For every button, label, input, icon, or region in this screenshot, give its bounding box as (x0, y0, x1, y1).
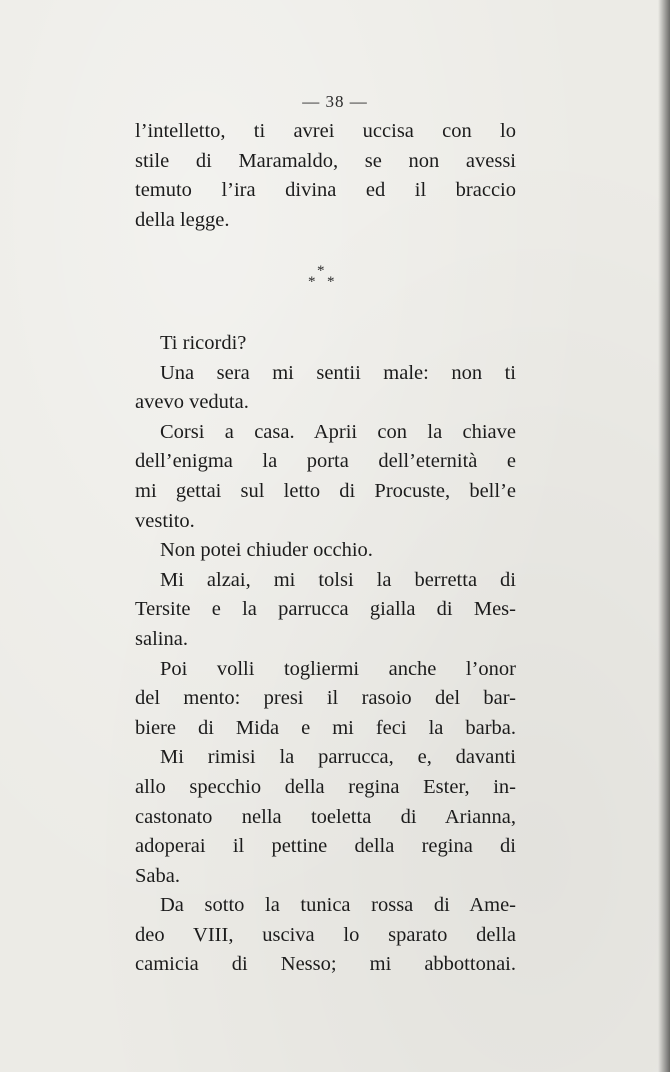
text-line: deo VIII, usciva lo sparato della (135, 923, 516, 946)
page-number: — 38 — (302, 92, 368, 111)
asterism-star: * (317, 263, 325, 279)
text-line: vestito. (135, 509, 195, 532)
text-line: Ti ricordi? (160, 332, 247, 354)
text-line: biere di Mida e mi feci la barba. (135, 716, 516, 739)
text-line: Mi alzai, mi tolsi la berretta di (160, 568, 516, 591)
text-line: l’intelletto, ti avrei uccisa con lo (135, 120, 516, 142)
text-line: Non potei chiuder occhio. (160, 539, 373, 562)
text-line: temuto l’ira divina ed il braccio (135, 179, 516, 202)
text-line: dell’enigma la porta dell’eternità e (135, 450, 516, 473)
page-edge-shadow (658, 0, 670, 1072)
text-line: della legge. (135, 208, 230, 231)
paragraph-continued (135, 117, 516, 235)
text-line: allo specchio della regina Ester, in- (135, 775, 516, 798)
asterism-star: * (327, 274, 335, 290)
text-line: Corsi a casa. Aprii con la chiave (160, 420, 516, 443)
text-line: stile di Maramaldo, se non avessi (135, 149, 516, 172)
text-line: del mento: presi il rasoio del bar- (135, 687, 516, 710)
asterism-separator (300, 264, 350, 294)
text-line: Da sotto la tunica rossa di Ame- (160, 894, 516, 917)
text-line: adoperai il pettine della regina di (135, 835, 516, 858)
text-line: salina. (135, 627, 188, 650)
text-line: Mi rimisi la parrucca, e, davanti (160, 746, 516, 769)
text-line: castonato nella toeletta di Arianna, (135, 805, 516, 828)
text-line: Poi volli togliermi anche l’onor (160, 657, 516, 680)
text-line: camicia di Nesso; mi abbottonai. (135, 953, 516, 976)
text-line: Una sera mi sentii male: non ti (160, 361, 516, 384)
text-line: mi gettai sul letto di Procuste, bell’e (135, 479, 516, 502)
asterism-star: * (308, 274, 316, 290)
text-line: avevo veduta. (135, 391, 249, 414)
text-line: Tersite e la parrucca gialla di Mes- (135, 598, 516, 621)
main-text (135, 329, 516, 980)
text-line: Saba. (135, 864, 180, 887)
